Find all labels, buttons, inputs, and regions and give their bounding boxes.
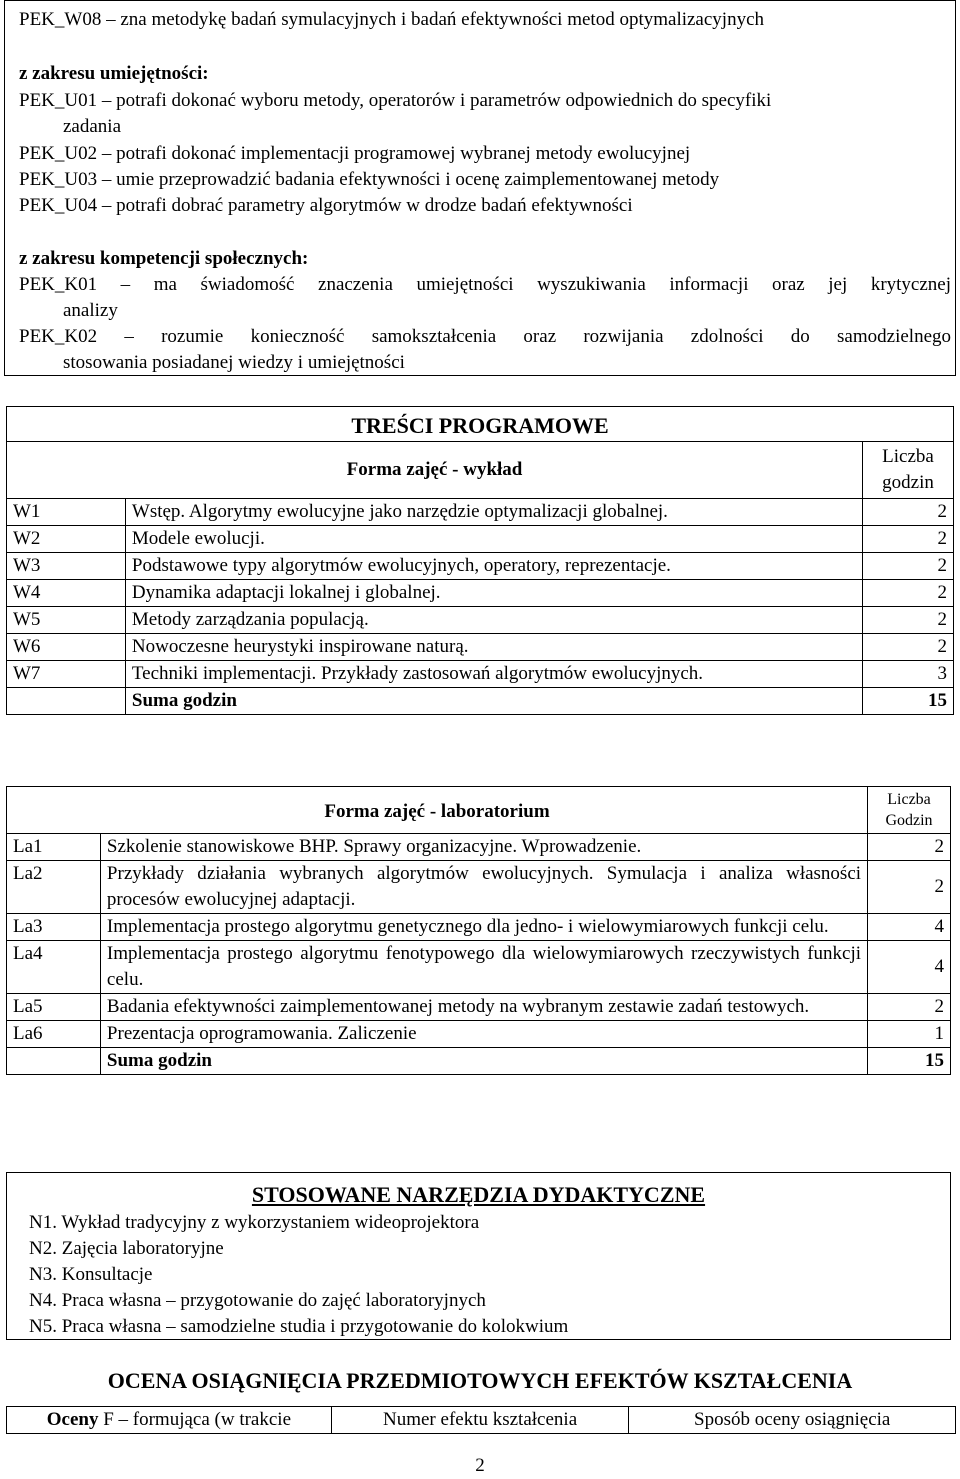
assessment-table xyxy=(6,1406,956,1434)
lab-row xyxy=(7,1021,951,1048)
assessment-col-grades xyxy=(7,1407,332,1434)
row-topic: Badania efektywności zaimplementowanej metody na wybranym zestawie zadań testowych. xyxy=(100,994,867,1021)
table-cell xyxy=(7,1048,101,1075)
hours-label: Liczba xyxy=(882,446,934,467)
outcome-k02: PEK_K02 – rozumie konieczność samokształcenia oraz rozwijania zdolności do samodzielnego xyxy=(19,326,952,347)
outcome-code: PEK_U04 xyxy=(19,195,98,216)
lab-hours-header xyxy=(868,787,951,834)
teaching-tools-heading: STOSOWANE NARZĘDZIA DYDAKTYCZNE xyxy=(251,1182,706,1207)
row-code: W7 xyxy=(7,661,126,688)
row-topic: Przykłady działania wybranych algorytmów ewolucyjnych. Symulacja i analiza własności procesów ewolucyjnej adaptacji. xyxy=(100,861,867,914)
row-hours: 2 xyxy=(863,553,954,580)
row-code: W5 xyxy=(7,607,126,634)
outcome-code: PEK_U02 xyxy=(19,143,98,164)
row-hours: 2 xyxy=(863,499,954,526)
teaching-tools-box xyxy=(6,1172,951,1340)
outcome-code: PEK_U03 xyxy=(19,169,98,190)
lab-row xyxy=(7,861,951,914)
row-code: La2 xyxy=(7,861,101,914)
row-hours: 2 xyxy=(868,861,951,914)
row-code: La4 xyxy=(7,941,101,994)
row-hours: 1 xyxy=(868,1021,951,1048)
row-hours: 2 xyxy=(863,526,954,553)
lab-header-row xyxy=(7,787,951,834)
row-hours: 2 xyxy=(868,994,951,1021)
outcome-text: ma świadomość znaczenia umiejętności wyszukiwania informacji oraz jej krytycznej xyxy=(153,274,952,295)
row-hours: 3 xyxy=(863,661,954,688)
outcome-text: potrafi dokonać implementacji programowej wybranej metody ewolucyjnej xyxy=(116,143,691,164)
row-topic: Modele ewolucji. xyxy=(125,526,862,553)
row-hours: 2 xyxy=(863,634,954,661)
table-cell xyxy=(7,688,126,715)
lecture-table xyxy=(6,406,954,715)
outcome-u04: PEK_U04 – potrafi dobrać parametry algorytmów w drodze badań efektywności xyxy=(19,195,633,216)
teaching-tool-item: N3. Konsultacje xyxy=(29,1264,153,1285)
teaching-tool-item: N5. Praca własna – samodzielne studia i przygotowanie do kolokwium xyxy=(29,1316,569,1337)
lecture-row xyxy=(7,553,954,580)
row-hours: 2 xyxy=(863,607,954,634)
lab-row xyxy=(7,834,951,861)
learning-outcomes-box xyxy=(4,0,956,376)
row-code: La3 xyxy=(7,914,101,941)
lecture-sum-label: Suma godzin xyxy=(125,688,862,715)
outcome-code: PEK_U01 xyxy=(19,90,98,111)
outcome-text: potrafi dobrać parametry algorytmów w drodze badań efektywności xyxy=(116,195,633,216)
lecture-row xyxy=(7,661,954,688)
row-hours: 4 xyxy=(868,914,951,941)
outcome-k01: PEK_K01 – ma świadomość znaczenia umiejętności wyszukiwania informacji oraz jej krytycznej xyxy=(19,274,952,295)
outcome-code: PEK_W08 xyxy=(19,9,102,30)
page-number: 2 xyxy=(475,1455,485,1476)
skills-heading: z zakresu umiejętności: xyxy=(19,63,209,84)
lab-sum-row xyxy=(7,1048,951,1075)
row-hours: 2 xyxy=(863,580,954,607)
row-topic: Nowoczesne heurystyki inspirowane naturą. xyxy=(125,634,862,661)
outcome-text: potrafi dokonać wyboru metody, operatorów i parametrów odpowiednich do specyfiki xyxy=(116,90,772,111)
grades-label: Oceny xyxy=(46,1409,99,1430)
row-code: La6 xyxy=(7,1021,101,1048)
lab-form-title: Forma zajęć - laboratorium xyxy=(7,787,868,834)
assessment-col-effect-number: Numer efektu kształcenia xyxy=(331,1407,629,1434)
row-hours: 4 xyxy=(868,941,951,994)
outcome-code: PEK_K01 xyxy=(19,274,98,295)
row-topic: Metody zarządzania populacją. xyxy=(125,607,862,634)
row-topic: Szkolenie stanowiskowe BHP. Sprawy organizacyjne. Wprowadzenie. xyxy=(100,834,867,861)
grades-type: F – formująca (w trakcie xyxy=(98,1409,292,1430)
outcome-w08: PEK_W08 – zna metodykę badań symulacyjnych i badań efektywności metod optymalizacyjnych xyxy=(19,9,765,30)
outcome-u03: PEK_U03 – umie przeprowadzić badania efektywności i ocenę zaimplementowanej metody xyxy=(19,169,720,190)
outcome-u02: PEK_U02 – potrafi dokonać implementacji programowej wybranej metody ewolucyjnej xyxy=(19,143,691,164)
outcome-u01-continuation: zadania xyxy=(63,116,122,137)
lab-sum-value: 15 xyxy=(868,1048,951,1075)
row-code: W2 xyxy=(7,526,126,553)
row-code: W1 xyxy=(7,499,126,526)
outcome-code: PEK_K02 xyxy=(19,326,98,347)
program-heading-row xyxy=(7,407,954,442)
hours-label: godzin xyxy=(882,472,934,493)
lecture-form-title: Forma zajęć - wykład xyxy=(7,442,863,499)
row-code: W4 xyxy=(7,580,126,607)
row-code: La5 xyxy=(7,994,101,1021)
lecture-header-row xyxy=(7,442,954,499)
row-topic: Wstęp. Algorytmy ewolucyjne jako narzędzie optymalizacji globalnej. xyxy=(125,499,862,526)
outcome-k02-continuation: stosowania posiadanej wiedzy i umiejętności xyxy=(63,352,405,373)
lab-row xyxy=(7,994,951,1021)
teaching-tool-item: N2. Zajęcia laboratoryjne xyxy=(29,1238,224,1259)
row-topic: Prezentacja oprogramowania. Zaliczenie xyxy=(100,1021,867,1048)
row-topic: Podstawowe typy algorytmów ewolucyjnych, operatory, reprezentacje. xyxy=(125,553,862,580)
lecture-sum-row xyxy=(7,688,954,715)
row-code: W3 xyxy=(7,553,126,580)
assessment-heading: OCENA OSIĄGNIĘCIA PRZEDMIOTOWYCH EFEKTÓW KSZTAŁCENIA xyxy=(107,1368,853,1393)
teaching-tool-item: N4. Praca własna – przygotowanie do zajęć laboratoryjnych xyxy=(29,1290,486,1311)
outcome-u01: PEK_U01 – potrafi dokonać wyboru metody, operatorów i parametrów odpowiednich do specyfiki xyxy=(19,90,772,111)
teaching-tools-list xyxy=(29,1210,568,1340)
assessment-header-row xyxy=(7,1407,956,1434)
hours-label: Liczba xyxy=(887,791,931,808)
outcome-k01-continuation: analizy xyxy=(63,300,118,321)
lab-sum-label: Suma godzin xyxy=(100,1048,867,1075)
assessment-col-method: Sposób oceny osiągnięcia xyxy=(629,1407,956,1434)
row-code: W6 xyxy=(7,634,126,661)
lecture-row xyxy=(7,634,954,661)
social-competences-heading: z zakresu kompetencji społecznych: xyxy=(19,248,309,269)
row-hours: 2 xyxy=(868,834,951,861)
row-code: La1 xyxy=(7,834,101,861)
outcome-text: zna metodykę badań symulacyjnych i badań efektywności metod optymalizacyjnych xyxy=(120,9,765,30)
lecture-sum-value: 15 xyxy=(863,688,954,715)
lab-row xyxy=(7,914,951,941)
row-topic: Dynamika adaptacji lokalnej i globalnej. xyxy=(125,580,862,607)
lecture-row xyxy=(7,607,954,634)
lecture-row xyxy=(7,580,954,607)
outcome-text: rozumie konieczność samokształcenia oraz rozwijania zdolności do samodzielnego xyxy=(161,326,952,347)
teaching-tool-item: N1. Wykład tradycyjny z wykorzystaniem wideoprojektora xyxy=(29,1212,480,1233)
lecture-hours-header xyxy=(863,442,954,499)
lecture-row xyxy=(7,526,954,553)
lab-row xyxy=(7,941,951,994)
program-heading: TREŚCI PROGRAMOWE xyxy=(7,407,954,442)
hours-label: Godzin xyxy=(885,812,933,829)
lab-table xyxy=(6,786,951,1075)
outcome-text: umie przeprowadzić badania efektywności i ocenę zaimplementowanej metody xyxy=(116,169,720,190)
lecture-row xyxy=(7,499,954,526)
row-topic: Techniki implementacji. Przykłady zastosowań algorytmów ewolucyjnych. xyxy=(125,661,862,688)
row-topic: Implementacja prostego algorytmu fenotypowego dla wielowymiarowych rzeczywistych funkcji celu. xyxy=(100,941,867,994)
row-topic: Implementacja prostego algorytmu genetycznego dla jedno- i wielowymiarowych funkcji celu. xyxy=(100,914,867,941)
